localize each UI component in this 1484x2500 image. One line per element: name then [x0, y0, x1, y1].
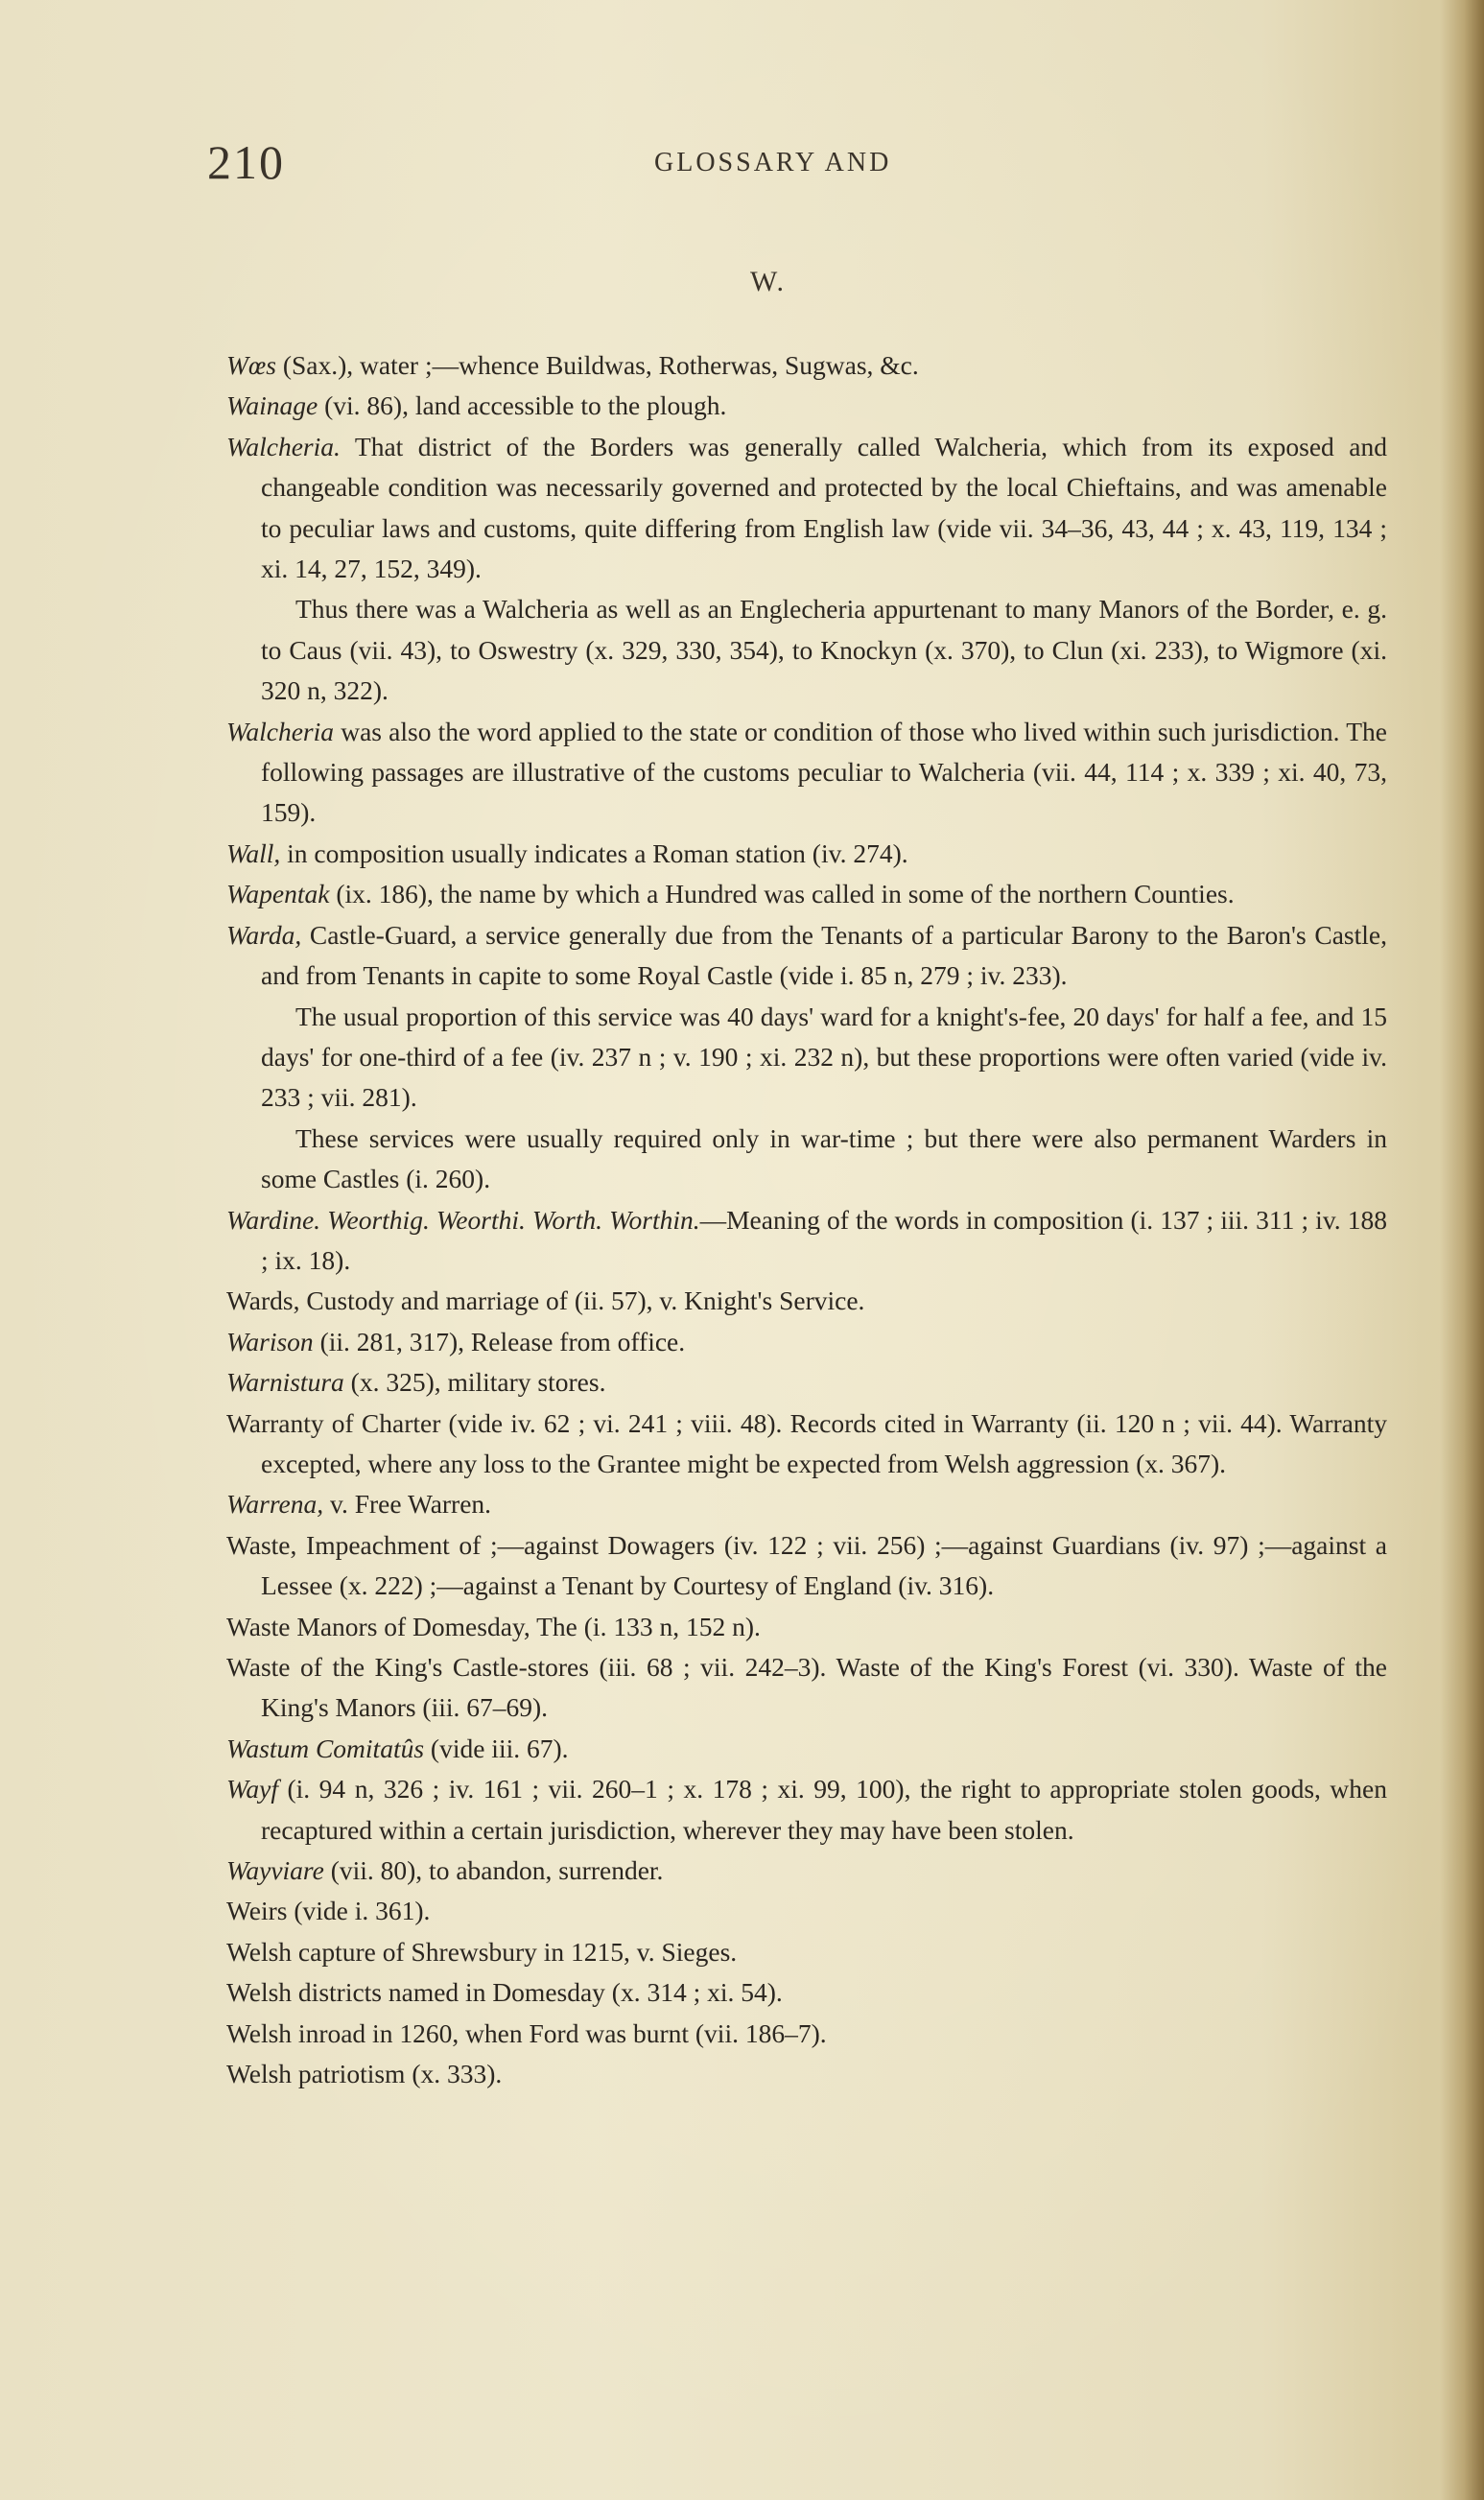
- glossary-entry: Waste, Impeachment of ;—against Dowagers (iv. 122 ; vii. 256) ;—against Guardians (iv. 97) ;—against a Lessee (x. 222) ;—against a Tenant by Courtesy of England (iv. 316).: [226, 1529, 1387, 1601]
- section-letter: W.: [749, 266, 787, 297]
- glossary-entries: [226, 345, 1387, 2094]
- glossary-entry: Warranty of Charter (vide iv. 62 ; vi. 241 ; viii. 48). Records cited in Warranty (ii. 120 n ; vii. 44). Warranty excepted, where any loss to the Grantee might be expected from Welsh aggression (x. 367).: [226, 1407, 1387, 1478]
- glossary-entry: Walcheria was also the word applied to the state or condition of those who lived within such jurisdiction. The following passages are illustrative of the customs peculiar to Walcheria (vii. 44, 114 ; x. 339 ; xi. 40, 73, 159).: [226, 716, 1387, 828]
- glossary-entry: Welsh inroad in 1260, when Ford was burnt (vii. 186–7).: [226, 2017, 827, 2048]
- glossary-entry: Walcheria. That district of the Borders was generally called Walcheria, which from its exposed and changeable condition was necessarily governed and protected by the local Chieftains, and was amenable to peculiar laws and customs, quite differing from English law (vide vii. 34–36, 43, 44 ; x. 43, 119, 134 ; xi. 14, 27, 152, 349).: [226, 431, 1387, 584]
- glossary-entry: Warison (ii. 281, 317), Release from office.: [226, 1326, 686, 1356]
- glossary-entry: Waste of the King's Castle-stores (iii. 68 ; vii. 242–3). Waste of the King's Forest (vi. 330). Waste of the King's Manors (iii. 67–69).: [226, 1652, 1387, 1723]
- glossary-entry: Wapentak (ix. 186), the name by which a Hundred was called in some of the northern Counties.: [226, 879, 1235, 909]
- glossary-entry: Wayf (i. 94 n, 326 ; iv. 161 ; vii. 260–1 ; x. 178 ; xi. 99, 100), the right to appropriate stolen goods, when recaptured within a certain jurisdiction, wherever they may have been stolen.: [226, 1774, 1387, 1845]
- glossary-paragraph: Thus there was a Walcheria as well as an Englecheria appurtenant to many Manors of the Border, e. g. to Caus (vii. 43), to Oswestry (x. 329, 330, 354), to Knockyn (x. 370), to Clun (xi. 233), to Wigmore (xi. 320 n, 322).: [261, 594, 1387, 706]
- page-header: [0, 134, 1484, 192]
- glossary-entry: Welsh patriotism (x. 333).: [226, 2059, 503, 2089]
- glossary-paragraph: These services were usually required only in war-time ; but there were also permanent Warders in some Castles (i. 260).: [261, 1122, 1387, 1194]
- glossary-entry: Wainage (vi. 86), land accessible to the plough.: [226, 390, 727, 421]
- glossary-paragraph: The usual proportion of this service was 40 days' ward for a knight's-fee, 20 days' for half a fee, and 15 days' for one-third of a fee (iv. 237 n ; v. 190 ; xi. 232 n), but these proportions were often varied (vide iv. 233 ; vii. 281).: [261, 1001, 1387, 1113]
- glossary-entry: Wastum Comitatûs (vide iii. 67).: [226, 1733, 569, 1763]
- glossary-entry: Weirs (vide i. 361).: [226, 1896, 431, 1926]
- glossary-entry: Warrena, v. Free Warren.: [226, 1489, 492, 1520]
- glossary-entry: Warnistura (x. 325), military stores.: [226, 1367, 606, 1398]
- glossary-entry: Wayviare (vii. 80), to abandon, surrender.: [226, 1855, 664, 1886]
- glossary-entry: Warda, Castle-Guard, a service generally due from the Tenants of a particular Barony to the Baron's Castle, and from Tenants in capite to some Royal Castle (vide i. 85 n, 279 ; iv. 233).: [226, 919, 1387, 991]
- glossary-entry: Wall, in composition usually indicates a Roman station (iv. 274).: [226, 837, 908, 868]
- glossary-entry: Welsh capture of Shrewsbury in 1215, v. Sieges.: [226, 1936, 738, 1967]
- glossary-entry: Wards, Custody and marriage of (ii. 57), v. Knight's Service.: [226, 1285, 865, 1316]
- running-title: GLOSSARY AND: [654, 148, 892, 177]
- glossary-entry: Wardine. Weorthig. Weorthi. Worth. Worthin.—Meaning of the words in composition (i. 137 ; iii. 311 ; iv. 188 ; ix. 18).: [226, 1204, 1387, 1275]
- glossary-entry: Waste Manors of Domesday, The (i. 133 n, 152 n).: [226, 1611, 761, 1641]
- glossary-entry: Wœs (Sax.), water ;—whence Buildwas, Rotherwas, Sugwas, &c.: [226, 350, 919, 380]
- page-number: 210: [207, 135, 285, 189]
- glossary-entry: Welsh districts named in Domesday (x. 314 ; xi. 54).: [226, 1977, 783, 2008]
- page-edge-shadow: [1440, 0, 1484, 2500]
